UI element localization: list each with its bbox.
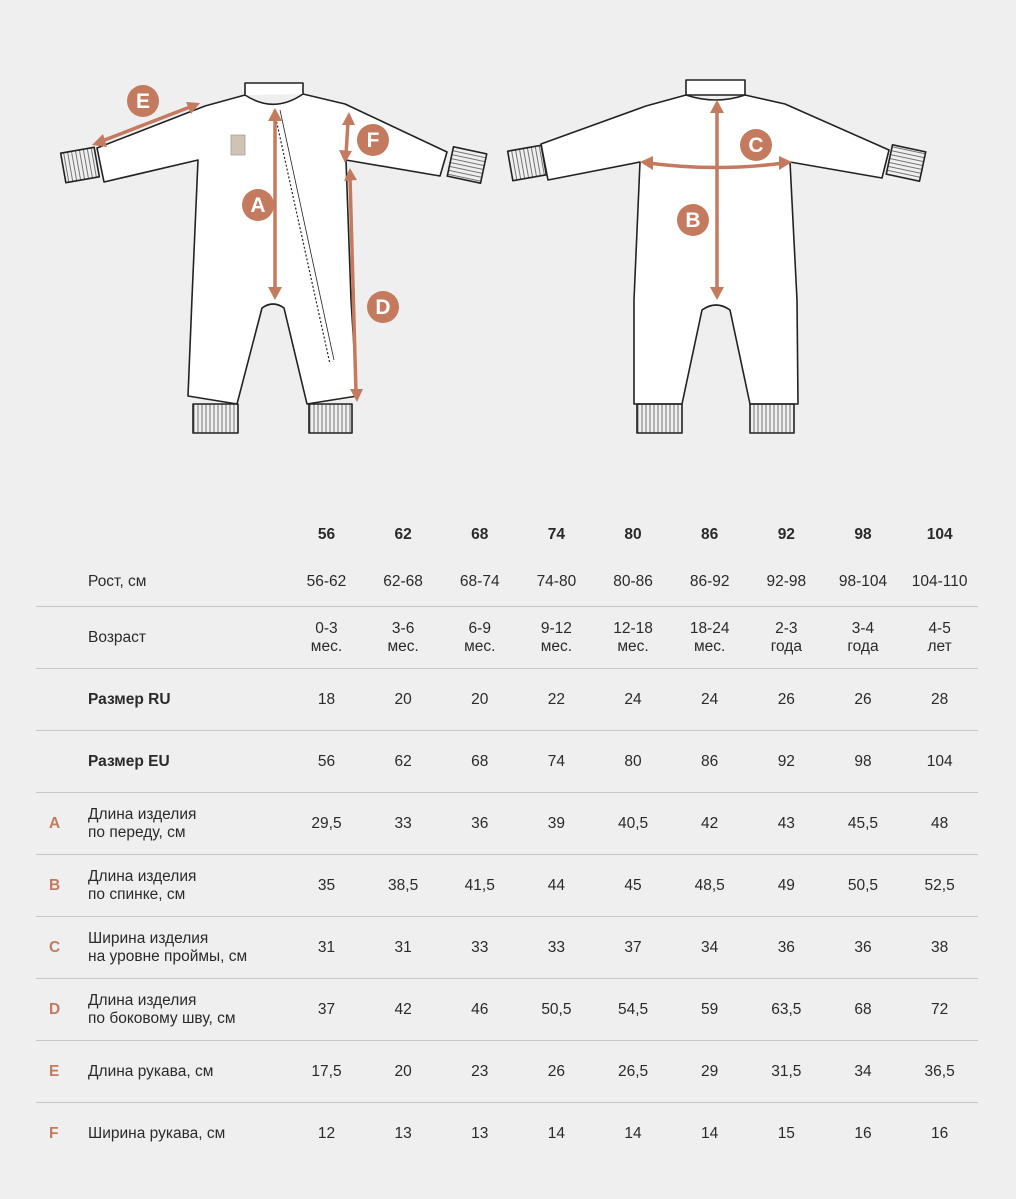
table-cell: 24 (671, 669, 748, 731)
table-cell: 48 (901, 793, 978, 855)
age-value: 3-6 (391, 619, 415, 637)
size-header-cell: 86 (701, 526, 719, 543)
size-header-cell: 56 (317, 526, 336, 543)
measurement-diagram (0, 0, 1016, 480)
age-value: 12-18 (613, 619, 653, 637)
table-cell: 39 (518, 793, 595, 855)
table-cell: 59 (671, 979, 748, 1041)
age-unit: года (770, 637, 802, 655)
table-cell: 50,5 (518, 979, 595, 1041)
row-label: Возраст (88, 607, 288, 669)
age-value: 6-9 (468, 619, 491, 637)
row-label (88, 793, 288, 855)
table-cell: 26 (518, 1041, 595, 1103)
marker-d (367, 291, 399, 323)
table-cell: 63,5 (748, 979, 825, 1041)
height-row (36, 557, 978, 607)
row-label: Рост, см (88, 572, 147, 590)
row-label-line2: на уровне проймы, см (88, 947, 248, 965)
table-cell (595, 607, 672, 669)
table-cell: 45,5 (825, 793, 902, 855)
table-cell: 13 (441, 1103, 518, 1165)
table-cell: 34 (825, 1041, 902, 1103)
age-value: 3-4 (851, 619, 875, 637)
table-cell: 86 (671, 731, 748, 793)
measurement-letter: F (36, 1103, 88, 1165)
table-cell: 56-62 (306, 572, 347, 590)
table-cell: 33 (365, 793, 442, 855)
table-cell: 72 (901, 979, 978, 1041)
age-unit: года (847, 637, 879, 655)
age-unit: мес. (464, 637, 496, 655)
table-cell: 36 (441, 793, 518, 855)
marker-e (127, 85, 159, 117)
table-cell: 80-86 (613, 572, 653, 590)
marker-b (677, 204, 709, 236)
table-row (36, 1103, 978, 1165)
table-cell: 98-104 (838, 572, 888, 590)
table-cell: 56 (288, 731, 365, 793)
measurement-letter: A (36, 793, 88, 855)
row-label (88, 855, 288, 917)
row-label (88, 1041, 288, 1103)
row-label-line2: по боковому шву, см (88, 1009, 236, 1027)
table-cell: 42 (671, 793, 748, 855)
table-cell: 48,5 (671, 855, 748, 917)
row-label (88, 979, 288, 1041)
measurement-letter: B (36, 855, 88, 917)
table-cell: 33 (441, 917, 518, 979)
size-header-cell: 62 (394, 526, 412, 543)
row-label-line1: Длина изделия (88, 867, 197, 885)
marker-c (740, 129, 772, 161)
table-cell: 34 (671, 917, 748, 979)
table-cell: 31,5 (748, 1041, 825, 1103)
svg-text:B: B (685, 209, 701, 232)
row-label-line1: Размер RU (88, 690, 171, 708)
size-header-cell: 80 (624, 526, 642, 543)
table-cell: 54,5 (595, 979, 672, 1041)
table-row (36, 669, 978, 731)
table-cell: 17,5 (288, 1041, 365, 1103)
table-cell: 86-92 (689, 572, 730, 590)
table-cell: 16 (825, 1103, 902, 1165)
table-cell: 80 (595, 731, 672, 793)
row-label-line2: по спинке, см (88, 885, 186, 903)
table-cell: 20 (441, 669, 518, 731)
table-cell: 49 (748, 855, 825, 917)
row-label (88, 513, 288, 557)
age-unit: мес. (387, 637, 419, 655)
table-cell: 45 (595, 855, 672, 917)
table-cell: 62 (365, 731, 442, 793)
table-cell: 38,5 (365, 855, 442, 917)
table-cell: 74-80 (536, 572, 577, 590)
table-cell: 92 (748, 731, 825, 793)
table-cell: 92-98 (766, 572, 807, 590)
age-value: 18-24 (689, 619, 730, 637)
letter-cell (36, 607, 88, 669)
svg-text:C: C (748, 134, 764, 157)
row-label-line1: Длина рукава, см (88, 1062, 214, 1080)
table-cell: 62-68 (383, 572, 423, 590)
table-cell: 14 (518, 1103, 595, 1165)
row-label (88, 917, 288, 979)
table-cell: 36 (825, 917, 902, 979)
letter-cell (36, 557, 88, 607)
age-value: 9-12 (540, 619, 572, 637)
row-label-line2: по переду, см (88, 823, 186, 841)
table-cell (441, 607, 518, 669)
table-cell: 26,5 (595, 1041, 672, 1103)
size-header-row (36, 513, 978, 557)
measurement-letter (36, 669, 88, 731)
table-cell: 31 (365, 917, 442, 979)
table-row (36, 917, 978, 979)
table-cell: 28 (901, 669, 978, 731)
size-header-cell: 98 (854, 526, 872, 543)
table-cell: 13 (365, 1103, 442, 1165)
table-row (36, 855, 978, 917)
table-cell: 37 (288, 979, 365, 1041)
table-cell: 104-110 (911, 572, 968, 590)
table-cell: 31 (288, 917, 365, 979)
letter-cell (36, 513, 88, 557)
table-cell: 50,5 (825, 855, 902, 917)
row-label-line1: Ширина изделия (88, 929, 209, 947)
table-cell: 20 (365, 1041, 442, 1103)
marker-a (242, 189, 274, 221)
svg-text:E: E (135, 90, 151, 113)
table-cell: 37 (595, 917, 672, 979)
table-cell: 20 (365, 669, 442, 731)
table-cell: 35 (288, 855, 365, 917)
table-cell: 26 (748, 669, 825, 731)
table-cell (518, 607, 595, 669)
table-cell: 26 (825, 669, 902, 731)
row-label (88, 669, 288, 731)
table-cell: 41,5 (441, 855, 518, 917)
age-value: 2-3 (775, 619, 798, 637)
table-cell: 68 (441, 731, 518, 793)
table-cell: 36 (748, 917, 825, 979)
table-cell: 36,5 (901, 1041, 978, 1103)
table-cell: 33 (518, 917, 595, 979)
table-row (36, 1041, 978, 1103)
svg-text:F: F (366, 129, 380, 152)
table-row (36, 731, 978, 793)
age-unit: мес. (310, 637, 343, 655)
table-cell: 22 (518, 669, 595, 731)
age-unit: мес. (617, 637, 649, 655)
table-cell: 42 (365, 979, 442, 1041)
size-header-cell: 74 (547, 526, 566, 543)
table-cell: 98 (825, 731, 902, 793)
table-cell: 24 (595, 669, 672, 731)
measurement-letter: D (36, 979, 88, 1041)
table-cell: 68 (825, 979, 902, 1041)
size-table (36, 513, 978, 1164)
age-value: 4-5 (928, 619, 951, 637)
age-unit: мес. (540, 637, 573, 655)
svg-text:A: A (250, 194, 266, 217)
table-row (36, 979, 978, 1041)
table-cell: 44 (518, 855, 595, 917)
size-header-cell: 92 (777, 526, 795, 543)
table-cell: 40,5 (595, 793, 672, 855)
measurement-letter: C (36, 917, 88, 979)
table-cell (901, 607, 978, 669)
table-cell: 46 (441, 979, 518, 1041)
table-cell (288, 607, 365, 669)
table-cell: 12 (288, 1103, 365, 1165)
age-unit: лет (927, 637, 952, 655)
table-cell (825, 607, 902, 669)
measurement-letter: E (36, 1041, 88, 1103)
table-cell: 104 (901, 731, 978, 793)
table-cell: 18 (288, 669, 365, 731)
table-cell: 16 (901, 1103, 978, 1165)
table-cell: 74 (518, 731, 595, 793)
measurement-letter (36, 731, 88, 793)
row-label-line1: Размер EU (88, 752, 170, 770)
svg-text:D: D (375, 296, 391, 319)
table-cell (748, 607, 825, 669)
table-cell: 23 (441, 1041, 518, 1103)
row-label (88, 1103, 288, 1165)
age-unit: мес. (694, 637, 726, 655)
table-row (36, 793, 978, 855)
row-label-line1: Длина изделия (88, 991, 197, 1009)
size-header-cell: 104 (926, 526, 953, 543)
table-cell: 15 (748, 1103, 825, 1165)
size-header-cell: 68 (471, 526, 489, 543)
table-cell: 29,5 (288, 793, 365, 855)
age-value: 0-3 (315, 619, 338, 637)
row-label-line1: Длина изделия (88, 805, 197, 823)
table-cell: 43 (748, 793, 825, 855)
table-cell: 14 (595, 1103, 672, 1165)
table-cell: 68-74 (459, 572, 500, 590)
table-cell (671, 607, 748, 669)
row-label-line1: Ширина рукава, см (88, 1124, 226, 1142)
table-cell: 14 (671, 1103, 748, 1165)
table-cell: 52,5 (901, 855, 978, 917)
age-row (36, 607, 978, 669)
marker-f (357, 124, 389, 156)
table-cell: 38 (901, 917, 978, 979)
table-cell: 29 (671, 1041, 748, 1103)
table-cell (365, 607, 442, 669)
row-label (88, 731, 288, 793)
